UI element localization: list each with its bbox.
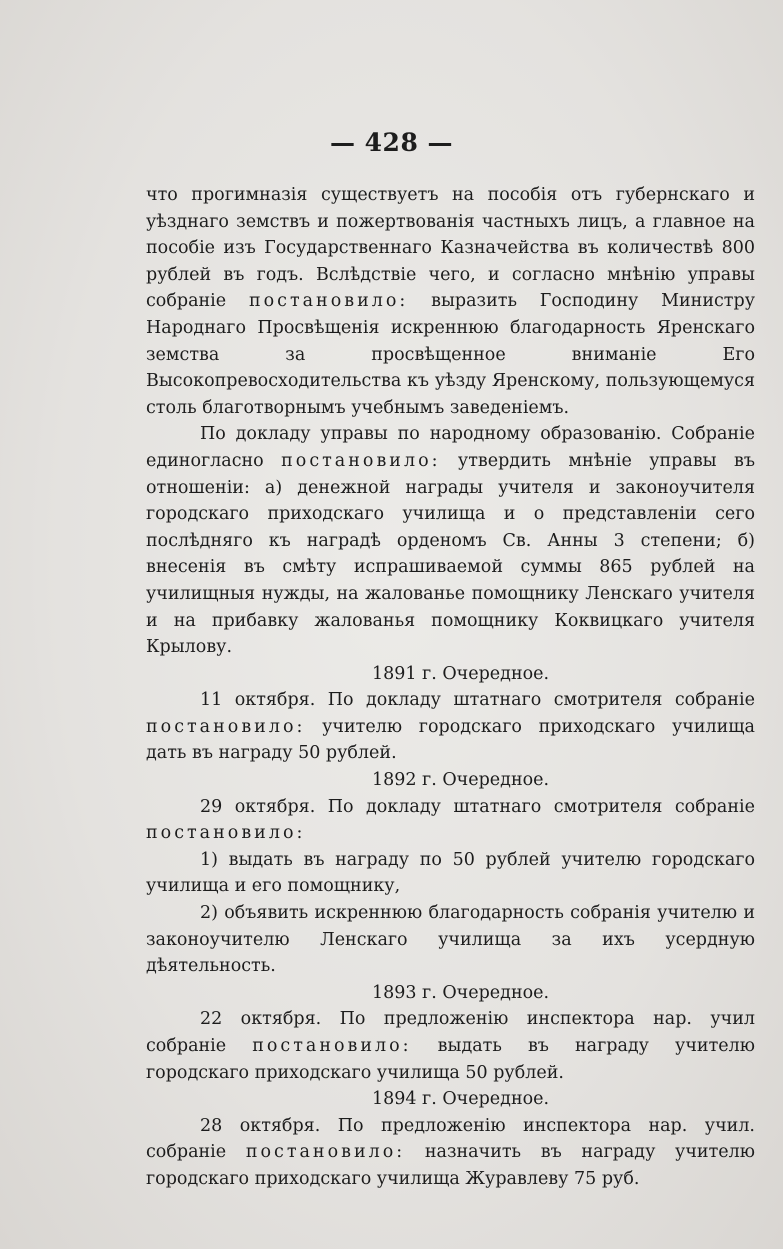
page-number: — 428 — — [329, 128, 454, 157]
paragraph — [146, 182, 755, 421]
text-run: 1891 г. Очередное. — [371, 663, 550, 684]
spaced-keyword: постановило: — [252, 1036, 412, 1056]
text-run: 29 октября. По докладу штатнаго смотрителя собраніе — [200, 796, 755, 817]
text-run: выразить Господину Министру Народнаго Просвѣщенія искреннюю благодарность Яренскаго земства за просвѣщенное вниманіе Его Высокопревосходительства къ уѣзду Яренскому, пользующемуся столь благотворнымъ учебнымъ заведеніемъ. — [146, 291, 755, 418]
text-run: учителю городскаго приходскаго училища дать въ награду 50 рублей. — [146, 716, 755, 764]
spaced-keyword: постановило: — [245, 1142, 406, 1163]
spaced-keyword: постановило: — [146, 716, 306, 737]
paragraph — [146, 421, 755, 660]
spaced-keyword: постановило: — [146, 823, 306, 844]
paragraph — [146, 1113, 755, 1193]
text-run: назначить въ награду учителю городскаго приходскаго училища Журавлеву 75 руб. — [146, 1142, 755, 1189]
text-run: 1893 г. Очередное. — [371, 982, 550, 1003]
spaced-keyword: постановило: — [281, 450, 441, 471]
text-run: выдать въ награду учителю городскаго приходскаго училища 50 рублей. — [146, 1036, 755, 1083]
year-heading — [146, 767, 755, 794]
text-run: 28 октября. По предложенію инспектора нар. учил. собраніе — [146, 1115, 755, 1163]
paragraph — [146, 687, 755, 767]
text-run: утвердить мнѣніе управы въ отношеніи: а) денежной награды учителя и законоучителя городскаго приходскаго училища и о представленіи сего послѣдняго къ наградѣ орденомъ Св. Анны 3 степени; б) внесенія въ смѣту испрашиваемой суммы 865 рублей на училищныя нужды, на жалованье помощнику Ленскаго учителя и на прибавку жалованья помощнику Коквицкаго учителя Крылову. — [146, 450, 755, 658]
text-run: 1894 г. Очередное. — [371, 1089, 550, 1110]
body-text — [146, 182, 755, 1193]
paragraph — [146, 900, 755, 980]
year-heading — [146, 980, 755, 1007]
text-run: 11 октября. По докладу штатнаго смотрителя собраніе — [200, 690, 755, 711]
text-run: что прогимназія существуетъ на пособія отъ губернскаго и уѣзднаго земствъ и пожертвованія частныхъ лицъ, а главное на пособіе изъ Государственнаго Казначейства въ количествѣ 800 рублей въ годъ. Вслѣдствіе чего, и согласно мнѣнію управы собраніе — [146, 185, 755, 312]
paragraph — [146, 1006, 755, 1086]
year-heading — [146, 1086, 755, 1113]
text-run: 22 октября. По предложенію инспектора нар. учил собраніе — [146, 1009, 755, 1056]
text-run: По докладу управы по народному образованію. Собраніе единогласно — [146, 424, 755, 471]
year-heading — [146, 661, 755, 688]
paragraph — [146, 847, 755, 900]
spaced-keyword: постановило: — [248, 291, 409, 312]
paragraph — [146, 794, 755, 847]
text-run: 2) объявить искреннюю благодарность собранія учителю и законоучителю Ленскаго училища за ихъ усердную дѣятельность. — [146, 903, 755, 977]
text-run: 1) выдать въ награду по 50 рублей учителю городскаго училища и его помощнику, — [146, 849, 755, 897]
text-run: 1892 г. Очередное. — [371, 770, 550, 791]
